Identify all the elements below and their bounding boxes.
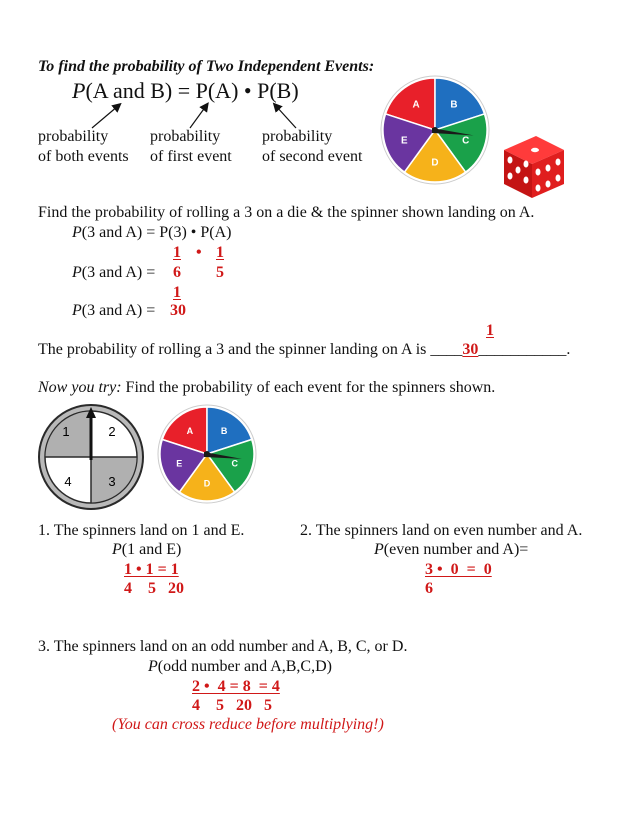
spinner-label-c: C — [231, 458, 238, 469]
spinner-label-e: E — [176, 458, 183, 469]
example-den2: 5 — [216, 264, 224, 281]
problem-2-text: 2. The spinners land on even number and A. — [300, 522, 583, 539]
spinner-label-a: A — [186, 425, 194, 436]
example-line1: P(3 and A) = P(3) • P(A) — [72, 224, 232, 241]
problem-3-text: 3. The spinners land on an odd number and A, B, C, or D. — [38, 638, 408, 655]
spinner-hub — [432, 127, 438, 133]
example-line2: P(3 and A) = — [72, 264, 156, 281]
arrow-second — [276, 106, 296, 128]
label-first-event: probability of first event — [150, 128, 232, 165]
problem-1-expr: P(1 and E) — [112, 541, 182, 558]
answer-sentence: The probability of rolling a 3 and the spinner landing on A is ____30___________. — [38, 341, 571, 358]
quad-1: 1 — [62, 424, 70, 439]
quad-2: 2 — [108, 424, 116, 439]
example-question: Find the probability of rolling a 3 on a die & the spinner shown landing on A. — [38, 204, 535, 221]
spinner-label-a: A — [412, 99, 420, 111]
example-dot: • — [196, 244, 202, 261]
spinner-label-d: D — [203, 478, 211, 489]
problem-3-expr: P(odd number and A,B,C,D) — [148, 658, 332, 675]
formula: P(A and B) = P(A) • P(B) — [72, 78, 299, 103]
try-instructions: Now you try: Find the probability of each event for the spinners shown. — [38, 379, 496, 396]
spinner-hub — [204, 451, 210, 457]
label-both-events: probability of both events — [38, 128, 129, 165]
number-spinner — [36, 402, 146, 512]
example-result-num: 1 — [173, 284, 181, 301]
example-result-den: 30 — [170, 302, 186, 319]
quad-4: 4 — [64, 474, 72, 489]
problem-3-numerators: 2 • 4 = 8 = 4 — [192, 678, 280, 695]
color-spinner-bottom — [157, 404, 257, 504]
problem-3-denominators: 4 5 20 5 — [192, 697, 272, 714]
spinner-label-b: B — [220, 425, 228, 436]
label-second-event: probability of second event — [262, 128, 363, 165]
problem-2-expr: P(even number and A)= — [374, 541, 529, 558]
problem-2-numerators: 3 • 0 = 0 — [425, 561, 492, 578]
spinner-label-c: C — [462, 135, 470, 147]
spinner-label-e: E — [401, 135, 408, 147]
problem-1-numerators: 1 • 1 = 1 — [124, 561, 179, 578]
example-den1: 6 — [173, 264, 181, 281]
problem-2-denominators: 6 — [425, 580, 433, 597]
arrow-both — [92, 106, 118, 128]
page-title: To find the probability of Two Independent Events: — [38, 58, 375, 75]
problem-1-denominators: 4 5 20 — [124, 580, 184, 597]
example-num1: 1 — [173, 244, 181, 261]
problem-3-note: (You can cross reduce before multiplying!) — [112, 716, 384, 733]
quad-3: 3 — [108, 474, 116, 489]
spinner-label-d: D — [431, 157, 439, 169]
color-spinner-top — [380, 75, 490, 185]
red-die-image — [498, 132, 578, 202]
arrow-first — [190, 106, 206, 128]
spinner-label-b: B — [450, 99, 458, 111]
example-num2: 1 — [216, 244, 224, 261]
example-line3: P(3 and A) = — [72, 302, 156, 319]
answer-num: 1 — [486, 322, 494, 339]
problem-1-text: 1. The spinners land on 1 and E. — [38, 522, 245, 539]
